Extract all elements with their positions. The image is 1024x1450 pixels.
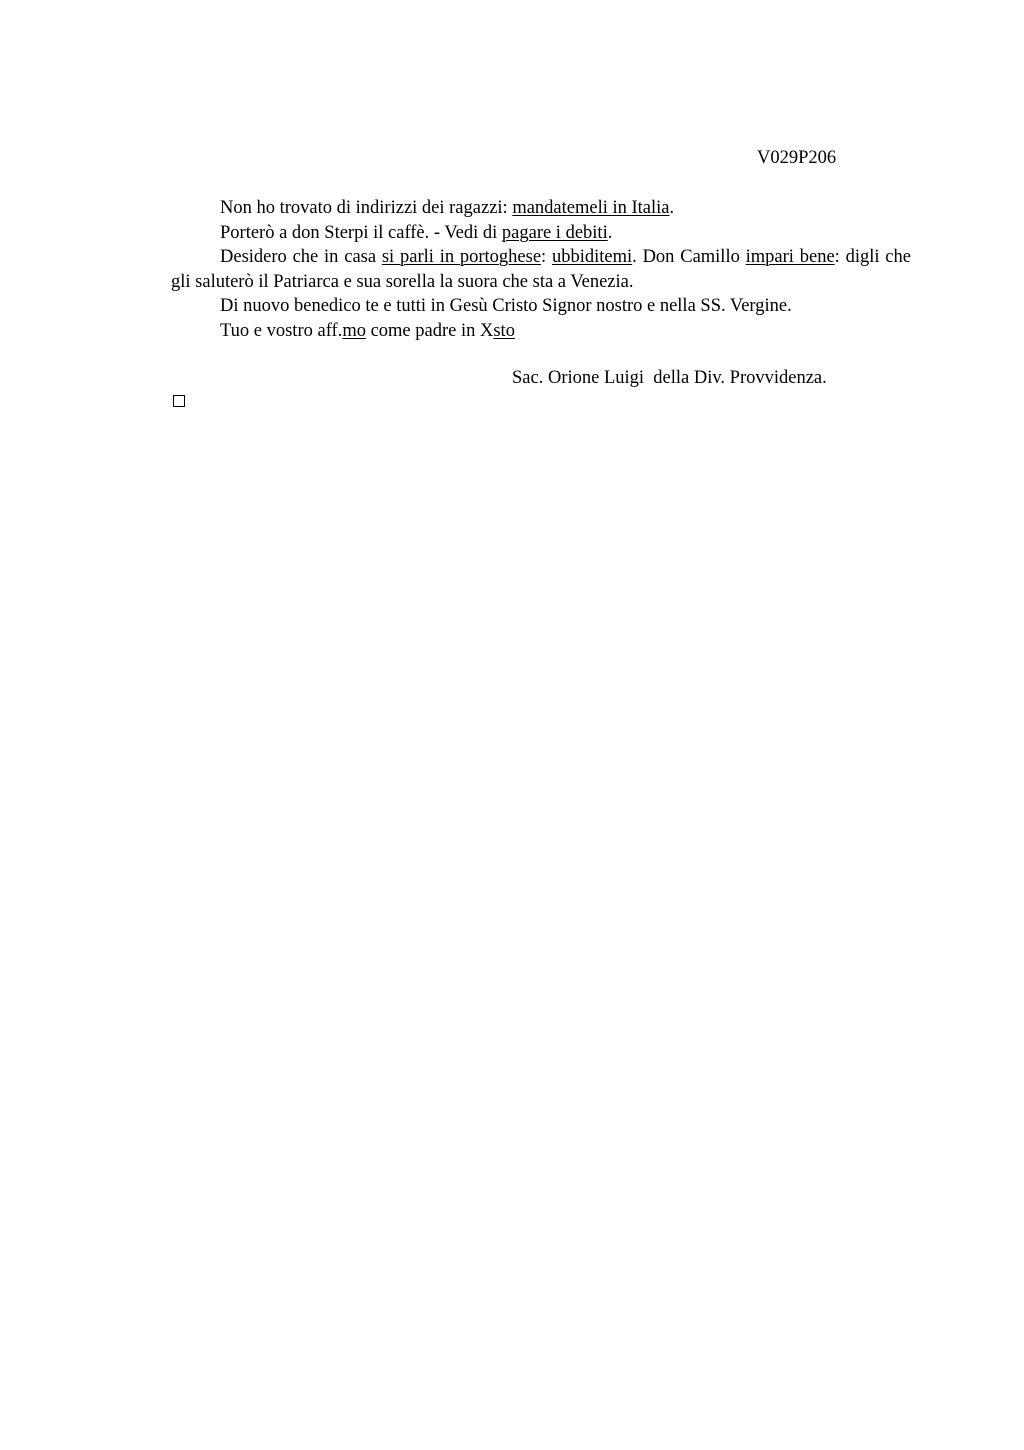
underlined-text: ubbiditemi bbox=[551, 247, 633, 267]
signature: Sac. Orione Luigi della Div. Provvidenza. bbox=[512, 368, 827, 388]
underlined-text: impari bene bbox=[745, 247, 835, 267]
underlined-text: pagare i debiti bbox=[501, 222, 608, 243]
text-run: Di nuovo benedico te e tutti in Gesù Cristo Signor nostro e nella SS. Vergine. bbox=[220, 296, 792, 316]
paragraph-5 bbox=[171, 319, 911, 344]
paragraph-2 bbox=[171, 221, 911, 246]
underlined-text: mo bbox=[342, 320, 366, 341]
text-run: : bbox=[541, 247, 552, 267]
text-run: . bbox=[607, 222, 613, 243]
underlined-text: mandatemeli in Italia bbox=[512, 198, 670, 218]
text-run: . bbox=[669, 198, 675, 218]
underlined-text: sto bbox=[493, 320, 515, 341]
underlined-text: si parli in portoghese bbox=[381, 247, 542, 267]
text-run: . Don Camillo bbox=[632, 247, 746, 267]
paragraph-1 bbox=[171, 196, 911, 221]
text-run: come padre in X bbox=[365, 320, 494, 341]
text-run: : digli che gli saluterò il Patriarca e sua sorella la suora che sta a Venezia. bbox=[171, 247, 911, 292]
text-run: Desidero che in casa bbox=[220, 247, 382, 267]
letter-body bbox=[171, 196, 911, 343]
page-reference: V029P206 bbox=[757, 148, 837, 168]
text-run: Porterò a don Sterpi il caffè. - Vedi di bbox=[220, 222, 502, 243]
paragraph-4 bbox=[171, 294, 911, 319]
square-glyph-icon bbox=[173, 395, 185, 407]
text-run: Tuo e vostro aff. bbox=[220, 320, 343, 341]
text-run: Non ho trovato di indirizzi dei ragazzi: bbox=[220, 198, 513, 218]
paragraph-3 bbox=[171, 245, 911, 294]
